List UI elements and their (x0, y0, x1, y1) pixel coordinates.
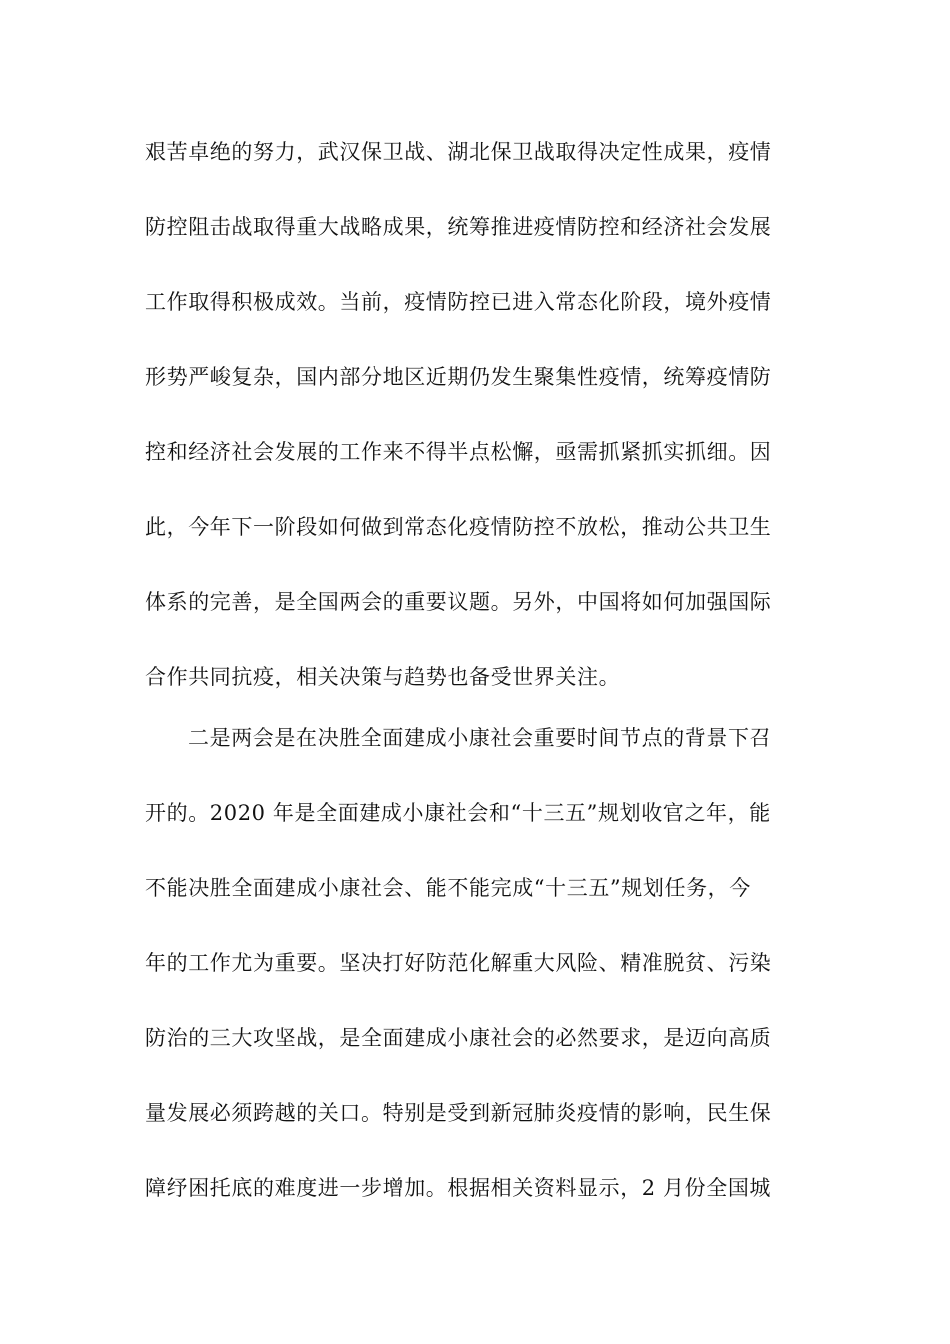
text-line: 开的。2020 年是全面建成小康社会和“十三五”规划收官之年，能 (145, 801, 771, 825)
text-line: 形势严峻复杂，国内部分地区近期仍发生聚集性疫情，统筹疫情防 (145, 365, 772, 389)
text-line: 防治的三大攻坚战，是全面建成小康社会的必然要求，是迈向高质 (145, 1026, 772, 1050)
paragraph-first-line: 二是两会是在决胜全面建成小康社会重要时间节点的背景下召 (188, 726, 772, 750)
text-line: 年的工作尤为重要。坚决打好防范化解重大风险、精准脱贫、污染 (145, 951, 772, 975)
text-line: 工作取得积极成效。当前，疫情防控已进入常态化阶段，境外疫情 (145, 290, 772, 314)
text-line: 合作共同抗疫，相关决策与趋势也备受世界关注。 (145, 665, 621, 689)
text-line: 控和经济社会发展的工作来不得半点松懈，亟需抓紧抓实抓细。因 (145, 440, 772, 464)
text-line: 防控阻击战取得重大战略成果，统筹推进疫情防控和经济社会发展 (145, 215, 772, 239)
text-line: 障纾困托底的难度进一步增加。根据相关资料显示，2 月份全国城 (145, 1176, 772, 1200)
text-line: 此，今年下一阶段如何做到常态化疫情防控不放松，推动公共卫生 (145, 515, 772, 539)
text-line: 体系的完善，是全国两会的重要议题。另外，中国将如何加强国际 (145, 590, 772, 614)
text-line: 不能决胜全面建成小康社会、能不能完成“十三五”规划任务，今 (145, 876, 751, 900)
text-line: 量发展必须跨越的关口。特别是受到新冠肺炎疫情的影响，民生保 (145, 1101, 772, 1125)
text-line: 艰苦卓绝的努力，武汉保卫战、湖北保卫战取得决定性成果，疫情 (145, 140, 772, 164)
